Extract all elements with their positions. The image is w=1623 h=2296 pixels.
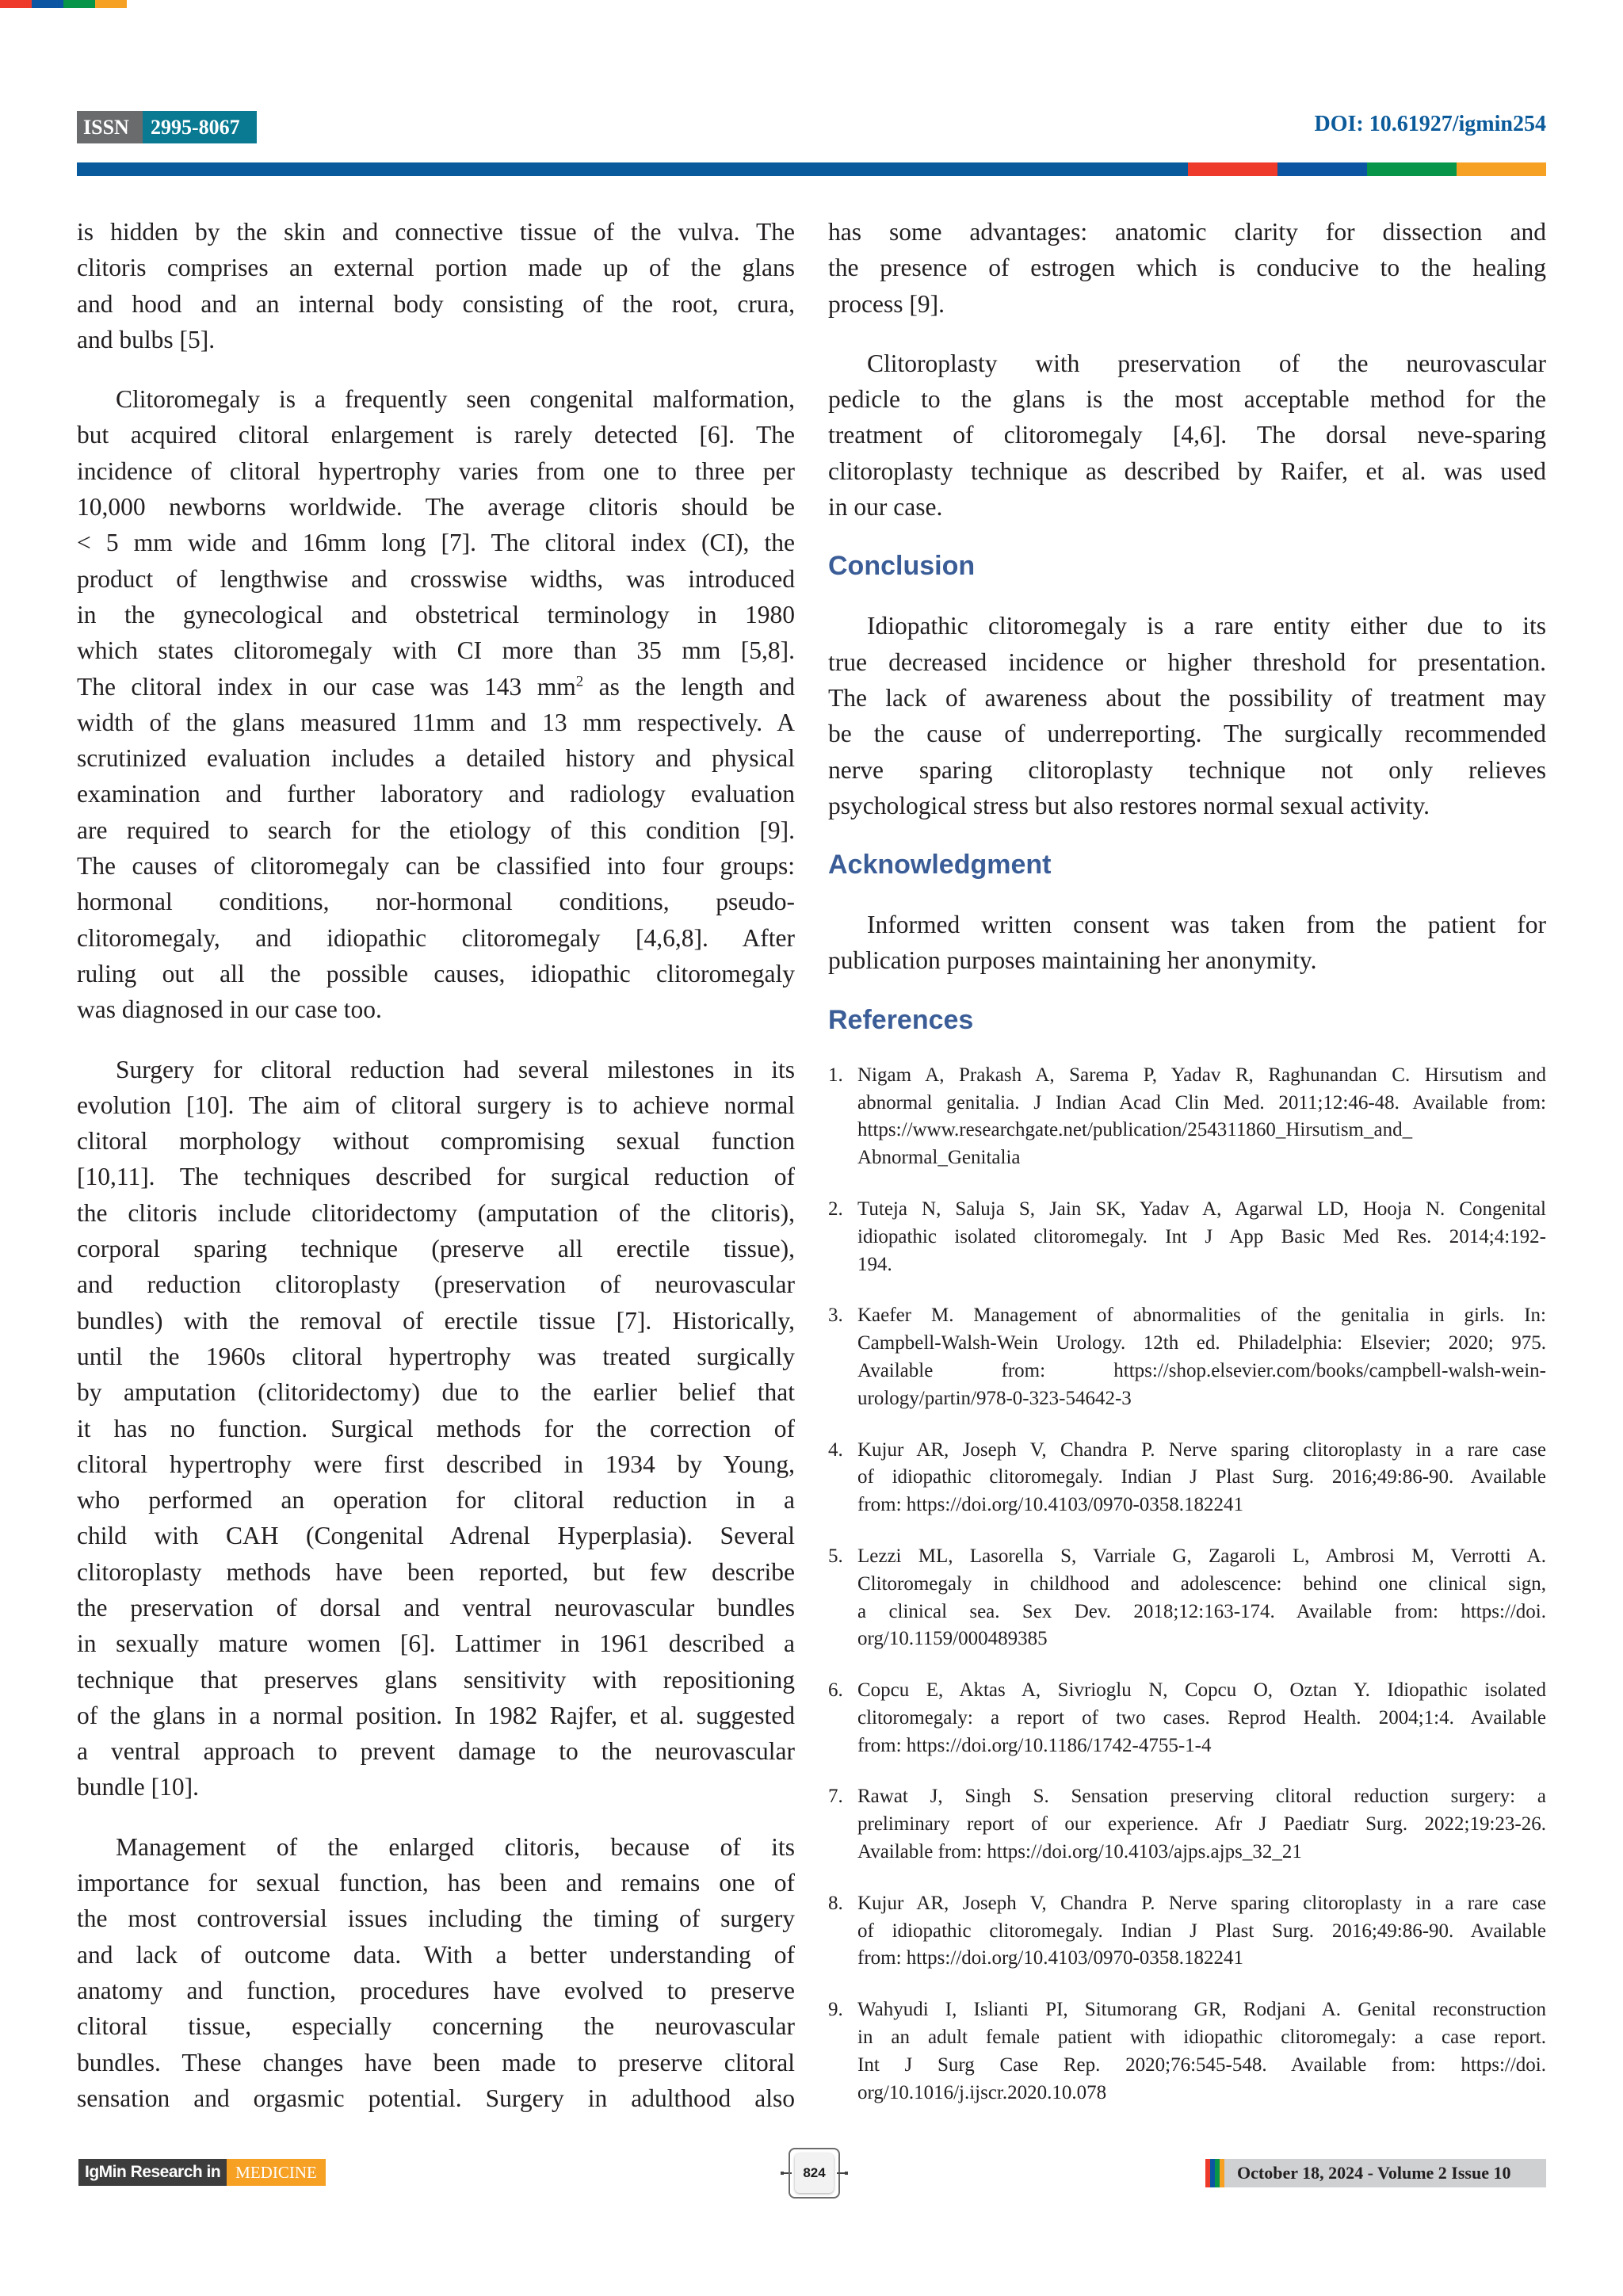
text-line: be the cause of underreporting. The surgically recommended [828,720,1546,748]
conclusion-paragraph [828,608,1546,823]
text-line: The clitoral index in our case was 143 $mm^2$ as the length and [77,672,795,701]
reference-line: idiopathic isolated clitoromegaly. Int J App Basic Med Res. 2014;4:192- [857,1225,1546,1247]
reference-line: Rawat J, Singh S. Sensation preserving clitoral reduction surgery: a [857,1786,1546,1808]
text-line: are required to search for the etiology of this condition [9]. [77,816,795,844]
text-line: and reduction clitoroplasty (preservation of neurovascular [77,1270,795,1299]
date-volume-text: October 18, 2024 - Volume 2 Issue 10 [1224,2159,1546,2187]
reference-line[interactable]: Int J Surg Case Rep. 2020;76:545-548. Available from: https://doi. [857,2053,1546,2076]
text-line: in sexually mature women [6]. Lattimer in 1961 described a [77,1629,795,1658]
reference-item [828,1996,1546,2107]
reference-text [857,1543,1546,1653]
text-line: in our case. [828,493,943,521]
text-line: nerve sparing clitoroplasty technique not only relieves [828,755,1546,784]
reference-number: 9. [828,1999,843,2021]
text-line: sensation and orgasmic potential. Surgery in adulthood also [77,2084,795,2112]
corner-stripe-blue [32,0,63,8]
reference-text [857,1996,1546,2107]
reference-line: of idiopathic clitoromegaly. Indian J Plast Surg. 2016;49:86-90. Available [857,1466,1546,1488]
corner-stripe-red [0,0,32,8]
text-line: width of the glans measured 11mm and 13 mm respectively. A [77,708,795,736]
left-column [77,214,795,2140]
doi-link[interactable]: DOI: 10.61927/igmin254 [1314,112,1546,136]
reference-line: 194. [857,1253,892,1275]
text-line: which states clitoromegaly with CI more than 35 mm [5,8]. [77,636,795,665]
reference-number: 2. [828,1198,843,1220]
text-line: true decreased incidence or higher threshold for presentation. [828,648,1546,676]
text-line: clitoromegaly, and idiopathic clitoromegaly [4,6,8]. After [77,923,795,952]
text-line: The lack of awareness about the possibility of treatment may [828,683,1546,712]
text-line: bundles. These changes have been made to preserve clitoral [77,2048,795,2076]
text-line: product of lengthwise and crosswise widths, was introduced [77,564,795,593]
text-line: Surgery for clitoral reduction had several milestones in its [116,1055,795,1083]
reference-line: Nigam A, Prakash A, Sarema P, Yadav R, Raghunandan C. Hirsutism and [857,1064,1546,1086]
text-line: hormonal conditions, nor-hormonal conditions, pseudo- [77,888,795,916]
reference-line[interactable]: from: https://doi.org/10.1186/1742-4755-1-4 [857,1734,1212,1756]
text-line: Informed written consent was taken from the patient for [867,911,1546,939]
corner-stripe-orange [95,0,127,8]
text-line: evolution [10]. The aim of clitoral surgery is to achieve normal [77,1091,795,1119]
reference-line: abnormal genitalia. J Indian Acad Clin Med. 2011;12:46-48. Available from: [857,1091,1546,1114]
reference-number: 7. [828,1786,843,1808]
text-line: of the glans in a normal position. In 1982 Rajfer, et al. suggested [77,1701,795,1729]
reference-number: 5. [828,1545,843,1567]
reference-line: in an adult female patient with idiopathic clitoromegaly: a case report. [857,2027,1546,2049]
text-line: and lack of outcome data. With a better understanding of [77,1940,795,1969]
text-line: clitoral hypertrophy were first described in 1934 by Young, [77,1450,795,1478]
body-paragraph [77,1829,795,2116]
page-tick-right-icon [837,2172,848,2174]
reference-line[interactable]: org/10.1016/j.ijscr.2020.10.078 [857,2081,1107,2103]
corner-stripe-green [63,0,95,8]
text-line: 10,000 newborns worldwide. The average clitoris should be [77,493,795,521]
text-line: treatment of clitoromegaly [4,6]. The dorsal neve-sparing [828,421,1546,449]
text-line: Management of the enlarged clitoris, because of its [116,1832,795,1861]
text-line: a ventral approach to prevent damage to the neurovascular [77,1737,795,1766]
text-line: Clitoroplasty with preservation of the neurovascular [867,349,1546,377]
text-line: examination and further laboratory and radiology evaluation [77,780,795,808]
text-line: clitoroplasty technique as described by Raifer, et al. was used [828,457,1546,485]
reference-text [857,1302,1546,1412]
reference-line: Kaefer M. Management of abnormalities of the genitalia in girls. In: [857,1305,1546,1327]
reference-line[interactable]: Abnormal_Genitalia [857,1147,1021,1169]
text-line: Idiopathic clitoromegaly is a rare entity either due to its [867,612,1546,640]
references-heading: References [828,1004,974,1035]
header-bar-segment [1457,162,1546,176]
page-number: 824 [795,2153,834,2193]
journal-subject: MEDICINE [227,2159,326,2186]
reference-line: clitoromegaly: a report of two cases. Reprod Health. 2004;1:4. Available [857,1706,1546,1729]
text-line: bundle [10]. [77,1773,199,1801]
text-line: but acquired clitoral enlargement is rarely detected [6]. The [77,421,795,449]
text-line: who performed an operation for clitoral reduction in a [77,1486,795,1515]
reference-text [857,1890,1546,1973]
journal-prefix: IgMin Research in [78,2159,227,2186]
text-line: clitoral morphology without compromising sexual function [77,1127,795,1156]
text-line: clitoris comprises an external portion made up of the glans [77,254,795,282]
acknowledgment-heading: Acknowledgment [828,850,1052,881]
reference-line: Tuteja N, Saluja S, Jain SK, Yadav A, Agarwal LD, Hooja N. Congenital [857,1198,1546,1220]
right-intro-paragraphs [828,214,1546,525]
body-paragraph [77,1052,795,1805]
reference-line: of idiopathic clitoromegaly. Indian J Plast Surg. 2016;49:86-90. Available [857,1920,1546,1942]
body-paragraph [828,346,1546,525]
text-line: and bulbs [5]. [77,325,216,353]
reference-line[interactable]: from: https://doi.org/10.4103/0970-0358.182241 [857,1947,1244,1969]
text-line: scrutinized evaluation includes a detailed history and physical [77,744,795,773]
reference-item [828,1677,1546,1759]
text-line: has some advantages: anatomic clarity for dissection and [828,218,1546,246]
reference-line[interactable]: Available from: https://doi.org/10.4103/ajps.ajps_32_21 [857,1841,1302,1863]
body-paragraph [828,214,1546,322]
date-volume-badge [1205,2159,1546,2187]
body-paragraph [828,608,1546,823]
text-line: ruling out all the possible causes, idiopathic clitoromegaly [77,959,795,988]
text-line: importance for sexual function, has been and remains one of [77,1869,795,1897]
text-line: the clitoris include clitoridectomy (amputation of the clitoris), [77,1198,795,1227]
reference-line: Kujur AR, Joseph V, Chandra P. Nerve sparing clitoroplasty in a rare case [857,1438,1546,1461]
reference-item [828,1302,1546,1412]
reference-line: Wahyudi I, Islianti PI, Situmorang GR, Rodjani A. Genital reconstruction [857,1999,1546,2021]
header-color-bar [77,162,1546,176]
right-column [828,214,1546,2130]
text-line: technique that preserves glans sensitivity with repositioning [77,1665,795,1694]
reference-line[interactable]: org/10.1159/000489385 [857,1628,1048,1650]
reference-text [857,1437,1546,1519]
text-line: [10,11]. The techniques described for surgical reduction of [77,1163,795,1191]
text-line: until the 1960s clitoral hypertrophy was treated surgically [77,1342,795,1370]
text-line: in the gynecological and obstetrical terminology in 1980 [77,600,795,628]
reference-text [857,1196,1546,1278]
reference-number: 4. [828,1438,843,1461]
reference-line: Copcu E, Aktas A, Sivrioglu N, Copcu O, Oztan Y. Idiopathic isolated [857,1679,1546,1702]
text-line: corporal sparing technique (preserve all erectile tissue), [77,1235,795,1263]
text-line: and hood and an internal body consisting of the root, crura, [77,289,795,318]
reference-line[interactable]: Available from: https://shop.elsevier.com/books/campbell-walsh-wein- [857,1359,1546,1381]
text-line: publication purposes maintaining her anonymity. [828,946,1317,975]
text-line: bundles) with the removal of erectile tissue [7]. Historically, [77,1306,795,1335]
text-line: incidence of clitoral hypertrophy varies from one to three per [77,457,795,485]
text-line: anatomy and function, procedures have evolved to preserve [77,1976,795,2004]
text-line: Clitoromegaly is a frequently seen congenital malformation, [116,385,795,414]
page-number-box [789,2148,840,2199]
text-line: clitoroplasty methods have been reported, but few describe [77,1557,795,1586]
reference-item [828,1437,1546,1519]
reference-line[interactable]: https://www.researchgate.net/publication/254311860_Hirsutism_and_ [857,1119,1413,1141]
text-line: was diagnosed in our case too. [77,995,382,1024]
body-paragraph [828,907,1546,979]
acknowledgment-paragraph [828,907,1546,979]
superscript: 2 [575,673,584,690]
journal-badge [78,2159,326,2186]
header-bar-segment [1277,162,1367,176]
conclusion-heading: Conclusion [828,551,976,582]
text-line: the presence of estrogen which is conducive to the healing [828,254,1546,282]
references-list [828,1062,1546,2107]
reference-item [828,1543,1546,1653]
date-color-stripes [1205,2159,1224,2187]
text-line: is hidden by the skin and connective tissue of the vulva. The [77,218,795,246]
text-line: the most controversial issues including the timing of surgery [77,1904,795,1933]
reference-item [828,1890,1546,1973]
reference-line[interactable]: urology/partin/978-0-323-54642-3 [857,1387,1132,1409]
header-bar-segment [77,162,1188,176]
text-line: process [9]. [828,289,945,318]
text-line: child with CAH (Congenital Adrenal Hyperplasia). Several [77,1522,795,1550]
body-paragraph [77,381,795,1027]
issn-value: 2995-8067 [143,111,257,143]
reference-line[interactable]: from: https://doi.org/10.4103/0970-0358.182241 [857,1494,1244,1516]
text-line: The causes of clitoromegaly can be classified into four groups: [77,852,795,881]
reference-line: preliminary report of our experience. Afr J Paediatr Surg. 2022;19:23-26. [857,1813,1546,1836]
text-line: < 5 mm wide and 16mm long [7]. The clitoral index (CI), the [77,529,795,557]
header-bar-segment [1367,162,1457,176]
issn-badge [77,111,257,143]
corner-color-stripe [0,0,127,8]
reference-number: 1. [828,1064,843,1086]
reference-line: Lezzi ML, Lasorella S, Varriale G, Zagaroli L, Ambrosi M, Verrotti A. [857,1545,1546,1567]
reference-item [828,1783,1546,1866]
text-line: it has no function. Surgical methods for the correction of [77,1414,795,1442]
text-line: the preservation of dorsal and ventral neurovascular bundles [77,1593,795,1622]
issn-label: ISSN [77,111,143,143]
reference-number: 8. [828,1892,843,1914]
header-bar-segment [1188,162,1277,176]
reference-text [857,1062,1546,1172]
text-line: pedicle to the glans is the most acceptable method for the [828,385,1546,414]
text-line: psychological stress but also restores normal sexual activity. [828,791,1430,819]
body-paragraph [77,214,795,357]
reference-line: Campbell-Walsh-Wein Urology. 12th ed. Philadelphia: Elsevier; 2020; 975. [857,1332,1546,1354]
reference-line: Kujur AR, Joseph V, Chandra P. Nerve sparing clitoroplasty in a rare case [857,1892,1546,1914]
text-line: clitoral tissue, especially concerning the neurovascular [77,2012,795,2041]
reference-line: Clitoromegaly in childhood and adolescence: behind one clinical sign, [857,1572,1546,1595]
reference-number: 3. [828,1305,843,1327]
reference-item [828,1196,1546,1278]
text-line: by amputation (clitoridectomy) due to the earlier belief that [77,1378,795,1407]
reference-line[interactable]: a clinical sea. Sex Dev. 2018;12:163-174. Available from: https://doi. [857,1600,1546,1622]
reference-text [857,1783,1546,1866]
reference-number: 6. [828,1679,843,1702]
reference-item [828,1062,1546,1172]
reference-text [857,1677,1546,1759]
